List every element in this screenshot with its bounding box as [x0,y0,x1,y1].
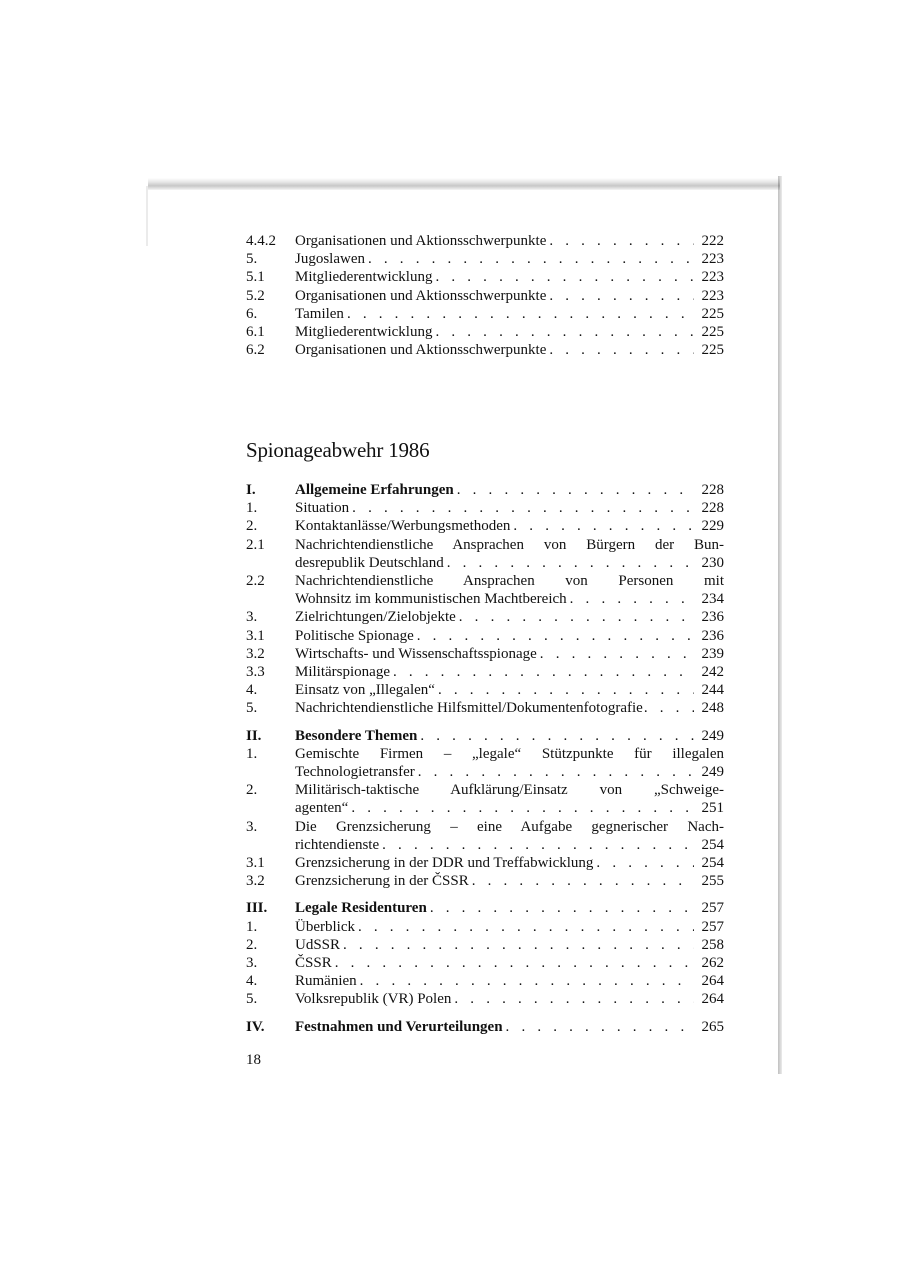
toc-title-line: agenten“ [295,800,349,817]
toc-title: Grenzsicherung in der DDR und Treffabwicklung [295,855,594,872]
dot-leader [503,1018,694,1036]
toc-page: 254 [701,836,724,853]
toc-page: 223 [701,287,724,304]
dot-leader [344,305,694,323]
dot-leader [432,268,694,286]
toc-number: 1. [246,500,258,517]
toc-entry [246,745,724,781]
toc-page: 257 [701,918,724,935]
toc-number: 6.1 [246,324,265,341]
toc-number: 4.4.2 [246,233,276,249]
dot-leader [417,727,694,745]
toc-page: 228 [701,482,724,498]
toc-number: 3. [246,609,258,626]
toc-page: 228 [701,500,724,517]
toc-chapter [246,727,724,745]
dot-leader [451,990,694,1008]
toc-title: Nachrichtendienstliche Hilfsmittel/Dokumentenfotografie [295,700,643,717]
toc-number: 3.2 [246,645,265,662]
toc-title: Rumänien [295,973,357,990]
toc-page: 255 [701,873,724,890]
dot-leader [567,590,694,608]
dot-leader [454,481,694,499]
toc-page: 262 [701,955,724,972]
toc-number: 2. [246,782,258,799]
dot-leader [365,250,694,268]
toc-title-line: desrepublik Deutschland [295,554,444,571]
toc-number: 4. [246,682,258,699]
toc-entry [246,250,724,268]
dot-leader [332,954,694,972]
toc-entry [246,499,724,517]
toc-title: ČSSR [295,955,332,972]
dot-leader [456,608,694,626]
toc-page: 229 [701,518,724,535]
dot-leader [357,972,694,990]
toc-title: Organisationen und Aktionsschwerpunkte [295,287,547,304]
toc-number: 3.2 [246,873,265,890]
toc-number: 6.2 [246,342,265,359]
toc-title-line: Gemischte Firmen – „legale“ Stützpunkte für illegalen [295,745,724,762]
toc-title-line: Technologietransfer [295,764,415,781]
toc-page: 257 [701,900,724,917]
dot-leader [348,799,694,817]
toc-number: 1. [246,918,258,935]
toc-number: 2.2 [246,573,265,590]
toc-entry [246,663,724,681]
toc-entry [246,517,724,535]
scan-shadow-right [778,176,782,1074]
toc-number: 6. [246,305,258,322]
toc-page: 239 [701,645,724,662]
toc-entry [246,990,724,1008]
toc-entry [246,645,724,663]
dot-leader [415,763,694,781]
toc-page: 258 [701,936,724,953]
toc-page: 265 [701,1018,724,1035]
toc-title-line: richtendienste [295,836,380,853]
toc-title: Organisationen und Aktionsschwerpunkte [295,233,547,249]
toc-entry [246,627,724,645]
section-heading: Spionageabwehr 1986 [246,438,430,462]
toc-number: 3.1 [246,627,265,644]
toc-chapter [246,1018,724,1036]
toc-page: 223 [701,251,724,268]
toc-page: 264 [701,973,724,990]
toc-chapter [246,481,724,499]
toc-title: Jugoslawen [295,251,365,268]
toc-number: 1. [246,745,258,762]
toc-page: 251 [701,800,724,817]
toc-page: 234 [701,591,724,608]
toc-page: 254 [701,855,724,872]
toc-spionageabwehr [246,481,724,1036]
toc-page: 225 [701,305,724,322]
dot-leader [546,287,694,305]
toc-title: Volksrepublik (VR) Polen [295,991,452,1008]
toc-title-line: Wohnsitz im kommunistischen Machtbereich [295,591,567,608]
toc-page: 249 [701,764,724,781]
dot-leader [390,663,694,681]
toc-entry [246,341,724,359]
toc-page: 242 [701,664,724,681]
toc-entry [246,818,724,854]
toc-entry [246,872,724,890]
toc-number: 5. [246,700,258,717]
toc-number: 3.3 [246,664,265,681]
toc-number: 2. [246,936,258,953]
toc-number: 5.1 [246,269,265,286]
toc-page: 244 [701,682,724,699]
dot-leader [546,341,694,359]
toc-entry [246,681,724,699]
toc-number: I. [246,482,256,498]
toc-title: UdSSR [295,936,341,953]
toc-number: III. [246,900,268,917]
dot-leader [340,936,694,954]
toc-title: Kontaktanlässe/Werbungsmethoden [295,518,511,535]
toc-number: 5. [246,991,258,1008]
toc-title: Festnahmen und Verurteilungen [295,1018,503,1035]
toc-title: Militärspionage [295,664,390,681]
toc-page: 248 [701,700,724,717]
toc-number: II. [246,727,262,744]
toc-title: Überblick [295,918,355,935]
toc-title: Wirtschafts- und Wissenschaftsspionage [295,645,537,662]
toc-title: Einsatz von „Illegalen“ [295,682,435,699]
toc-entry [246,232,724,250]
toc-chapter [246,899,724,917]
toc-title-line: Militärisch-taktische Aufklärung/Einsatz von „Schweige- [295,782,724,799]
page-number: 18 [246,1052,261,1068]
toc-page: 236 [701,609,724,626]
toc-entry [246,536,724,572]
toc-page: 223 [701,269,724,286]
toc-entry [246,572,724,608]
toc-title: Zielrichtungen/Zielobjekte [295,609,456,626]
toc-entry [246,305,724,323]
toc-entry [246,608,724,626]
dot-leader [510,517,694,535]
toc-page: 264 [701,991,724,1008]
toc-title: Besondere Themen [295,727,418,744]
dot-leader [469,872,694,890]
toc-title: Grenzsicherung in der ČSSR [295,873,469,890]
toc-entry [246,699,724,717]
toc-entry [246,918,724,936]
toc-entry [246,287,724,305]
toc-title-line: Die Grenzsicherung – eine Aufgabe gegnerischer Nach- [295,818,724,835]
toc-entry [246,323,724,341]
toc-title: Mitgliederentwicklung [295,269,433,286]
toc-number: 2.1 [246,536,265,553]
dot-leader [444,554,694,572]
toc-page: 236 [701,627,724,644]
toc-title: Situation [295,500,350,517]
toc-title: Politische Spionage [295,627,414,644]
scan-shadow-top [148,178,780,190]
toc-title: Legale Residenturen [295,900,427,917]
toc-number: 2. [246,518,258,535]
toc-entry [246,954,724,972]
toc-entry [246,936,724,954]
dot-leader [435,681,694,699]
toc-page: 225 [701,324,724,341]
toc-number: IV. [246,1018,265,1035]
dot-leader [593,854,694,872]
dot-leader [355,918,694,936]
toc-number: 3. [246,955,258,972]
toc-number: 4. [246,973,258,990]
toc-entry [246,781,724,817]
toc-title: Organisationen und Aktionsschwerpunkte [295,342,547,359]
scan-shadow-left [146,186,148,246]
toc-title-line: Nachrichtendienstliche Ansprachen von Personen mit [295,573,724,590]
dot-leader [414,627,694,645]
dot-leader [537,645,694,663]
toc-number: 3. [246,818,258,835]
toc-number: 3.1 [246,855,265,872]
toc-title: Allgemeine Erfahrungen [295,482,454,498]
dot-leader [427,899,694,917]
dot-leader [379,836,694,854]
dot-leader [643,699,694,717]
toc-title-line: Nachrichtendienstliche Ansprachen von Bürgern der Bun- [295,536,724,553]
dot-leader [546,232,694,250]
dot-leader [349,499,694,517]
toc-number: 5. [246,251,258,268]
toc-entry [246,854,724,872]
toc-page: 230 [701,554,724,571]
toc-page: 222 [701,233,724,249]
toc-page: 249 [701,727,724,744]
toc-title: Tamilen [295,305,344,322]
toc-continued [246,232,724,359]
toc-title: Mitgliederentwicklung [295,324,433,341]
dot-leader [432,323,694,341]
toc-number: 5.2 [246,287,265,304]
toc-entry [246,972,724,990]
toc-page: 225 [701,342,724,359]
toc-entry [246,268,724,286]
